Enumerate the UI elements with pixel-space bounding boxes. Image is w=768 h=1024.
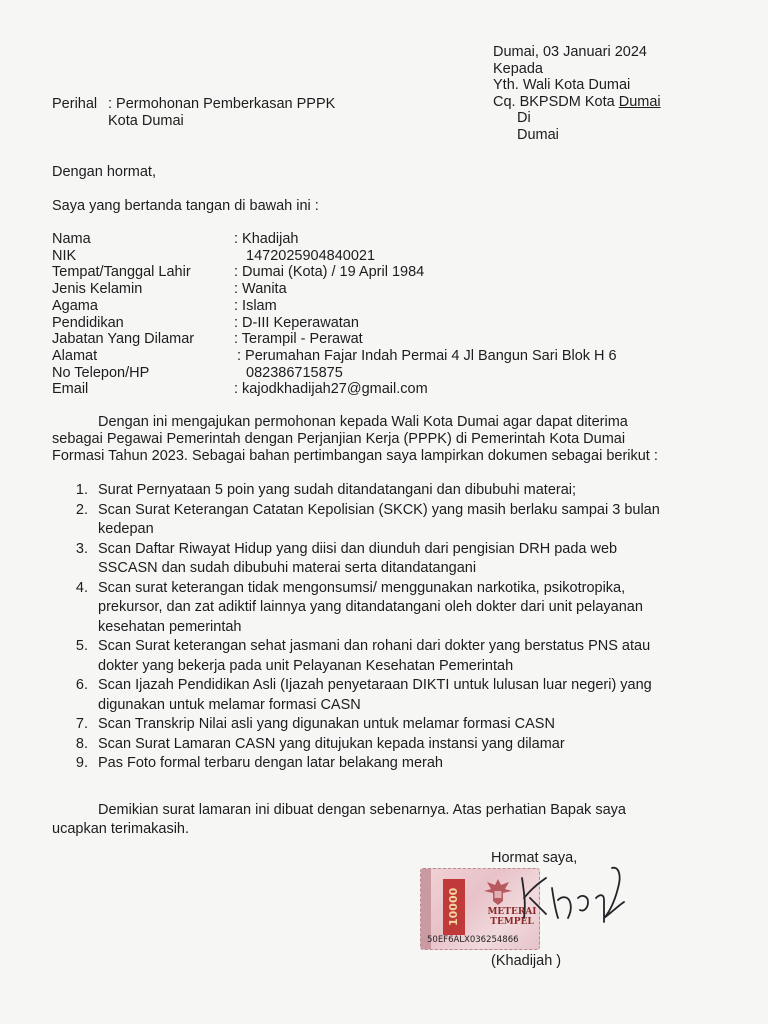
item-text: kedepan (98, 521, 154, 537)
place-date: Dumai, 03 Januari 2024 (493, 44, 647, 60)
cq-prefix: Cq. BKPSDM Kota (493, 93, 619, 110)
identity-row (52, 348, 617, 365)
list-item (52, 501, 712, 540)
item-number: 7. (75, 716, 88, 732)
item-text: dokter yang bekerja pada unit Pelayanan Kesehatan Pemerintah (98, 657, 514, 674)
body-line: sebagai Pegawai Pemerintah dengan Perjanjian Kerja (PPPK) di Pemerintah Kota Dumai (52, 430, 626, 447)
intro: Saya yang bertanda tangan di bawah ini : (52, 198, 319, 214)
item-text: Scan Daftar Riwayat Hidup yang diisi dan diunduh dari pengisian DRH pada web (98, 540, 618, 557)
address-block (493, 44, 661, 143)
identity-value: : Wanita (234, 281, 287, 298)
document-list (52, 481, 712, 774)
subject-line2: Kota Dumai (108, 112, 184, 129)
item-text: Scan Transkrip Nilai asli yang digunakan untuk melamar formasi CASN (98, 716, 555, 732)
stamp-value: 10000 (443, 879, 465, 935)
list-item (52, 481, 712, 501)
item-text: Scan Surat Keterangan Catatan Kepolisian (SKCK) yang masih berlaku sampai 3 bulan (98, 501, 660, 518)
identity-key: Jenis Kelamin (52, 281, 143, 298)
cq-city: Dumai (618, 93, 661, 110)
subject-label: Perihal (52, 96, 98, 112)
item-text: Pas Foto formal terbaru dengan latar belakang merah (98, 755, 443, 771)
cq-line (493, 94, 661, 111)
item-text: kesehatan pemerintah (98, 618, 242, 635)
identity-value: : Khadijah (234, 231, 299, 247)
body-line: Formasi Tahun 2023. Sebagai bahan pertimbangan saya lampirkan dokumen sebagai berikut : (52, 447, 658, 464)
closing-line: Demikian surat lamaran ini dibuat dengan sebenarnya. Atas perhatian Bapak saya (98, 802, 626, 818)
identity-row (52, 231, 617, 248)
item-text: Scan Surat keterangan sehat jasmani dan rohani dari dokter yang berstatus PNS atau (98, 638, 651, 654)
item-text: SSCASN dan sudah dibubuhi materai serta ditandatangani (98, 560, 477, 576)
item-number: 8. (75, 735, 88, 752)
list-item (52, 715, 712, 735)
item-text: Scan Surat Lamaran CASN yang ditujukan kepada instansi yang dilamar (98, 735, 565, 752)
closing-line: ucapkan terimakasih. (52, 821, 190, 837)
item-number: 5. (75, 638, 88, 654)
destination-city: Dumai (517, 126, 559, 143)
item-text: Scan Ijazah Pendidikan Asli (Ijazah penyetaraan DIKTI untuk lulusan luar negeri) yang (98, 677, 652, 693)
list-item (52, 579, 712, 638)
recipient: Yth. Wali Kota Dumai (493, 77, 631, 93)
identity-row (52, 315, 617, 332)
subject-line1: : Permohonan Pemberkasan PPPK (108, 96, 336, 112)
di-label: Di (517, 110, 531, 126)
body-paragraph (52, 414, 712, 464)
stamp-label-line: METERAI (487, 907, 537, 917)
item-number: 6. (75, 677, 88, 693)
greeting: Dengan hormat, (52, 164, 156, 180)
identity-key: Nama (52, 231, 91, 247)
identity-key: Alamat (52, 347, 98, 364)
body-line: Dengan ini mengajukan permohonan kepada Wali Kota Dumai agar dapat diterima (98, 414, 628, 430)
item-number: 2. (75, 501, 88, 518)
item-number: 9. (75, 755, 88, 771)
identity-key: Agama (52, 297, 98, 314)
list-item (52, 637, 712, 676)
signer-name: (Khadijah ) (491, 953, 562, 969)
identity-row (52, 248, 617, 265)
identity-row (52, 365, 617, 382)
identity-value: : D-III Keperawatan (234, 314, 359, 331)
closing-paragraph (52, 801, 712, 839)
identity-value: 082386715875 (246, 364, 343, 381)
identity-row (52, 281, 617, 298)
identity-value: : Terampil - Perawat (234, 331, 363, 348)
item-number: 1. (75, 482, 88, 498)
identity-key: NIK (52, 247, 77, 264)
identity-value: : Perumahan Fajar Indah Permai 4 Jl Bangun Sari Blok H 6 (237, 347, 617, 364)
subject-row (52, 96, 335, 113)
stamp-label-line: TEMPEL (490, 917, 534, 927)
signoff: Hormat saya, (491, 850, 578, 866)
item-number: 3. (75, 540, 88, 557)
item-text: prekursor, dan zat adiktif lainnya yang ditandatangani oleh dokter dari unit pelayanan (98, 599, 643, 615)
handwritten-signature (500, 858, 640, 928)
identity-row (52, 381, 617, 398)
identity-key: Email (52, 381, 89, 398)
to-label: Kepada (493, 60, 543, 77)
identity-key: Tempat/Tanggal Lahir (52, 264, 191, 281)
item-number: 4. (75, 579, 88, 596)
stamp-serial: 50EF6ALX036254866 (427, 935, 519, 945)
list-item (52, 735, 712, 755)
identity-row (52, 331, 617, 348)
identity-value: 1472025904840021 (246, 247, 376, 264)
list-item (52, 754, 712, 774)
list-item (52, 676, 712, 715)
item-text: digunakan untuk melamar formasi CASN (98, 696, 361, 713)
identity-key: Pendidikan (52, 314, 124, 331)
identity-list (52, 231, 617, 398)
identity-value: : Dumai (Kota) / 19 April 1984 (234, 264, 425, 281)
identity-value: : Islam (234, 297, 277, 314)
identity-key: Jabatan Yang Dilamar (52, 331, 195, 348)
item-text: Scan surat keterangan tidak mengonsumsi/ menggunakan narkotika, psikotropika, (98, 579, 626, 596)
identity-row (52, 264, 617, 281)
identity-row (52, 298, 617, 315)
list-item (52, 540, 712, 579)
item-text: Surat Pernyataan 5 poin yang sudah ditandatangani dan dibubuhi materai; (98, 482, 577, 498)
identity-value: : kajodkhadijah27@gmail.com (234, 381, 428, 398)
identity-key: No Telepon/HP (52, 364, 150, 381)
subject-block (52, 96, 335, 129)
